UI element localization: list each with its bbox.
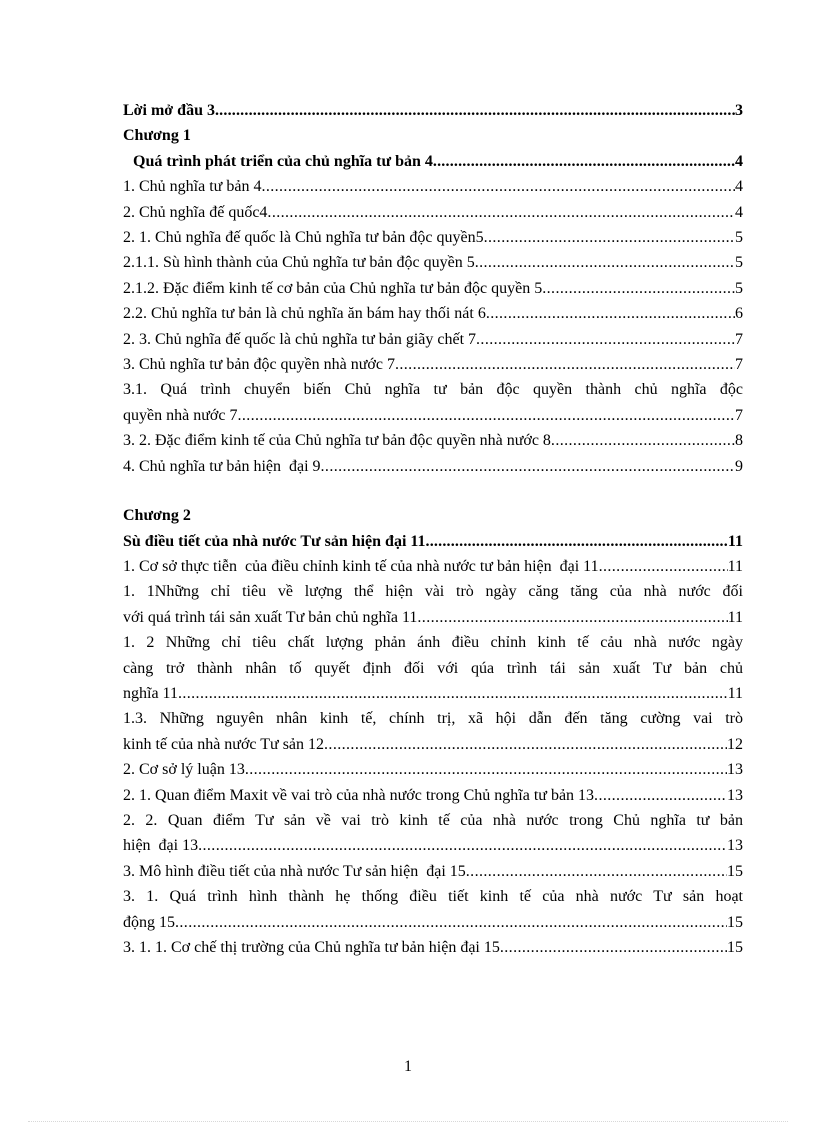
toc-entry[interactable]: [123, 301, 743, 326]
toc-leader-dots: [486, 301, 735, 326]
toc-entry-label: quyền nhà nước 7: [123, 406, 238, 424]
toc-entry[interactable]: [123, 403, 743, 428]
toc-page-number: 15: [727, 939, 743, 956]
toc-entry-label: nghĩa 11: [123, 684, 178, 702]
toc-leader-dots: [542, 276, 735, 301]
toc-entry-label: 4. Chủ nghĩa tư bản hiện đại 9: [123, 457, 321, 475]
toc-page-number: 3: [735, 102, 743, 119]
toc-entry[interactable]: [123, 200, 743, 225]
toc-page-number: 4: [735, 178, 743, 196]
toc-chapter-1-title[interactable]: [123, 149, 743, 174]
toc-entry-line[interactable]: 1. 2 Những chỉ tiêu chất lượng phản ánh điều chỉnh kinh tế cảu nhà nước ngày: [123, 634, 743, 652]
toc-leader-dots: [261, 174, 735, 199]
toc-page-number: 4: [735, 203, 743, 221]
toc-leader-dots: [551, 428, 735, 453]
toc-leader-dots: [245, 757, 727, 782]
toc-entry-label: hiện đại 13: [123, 837, 199, 855]
toc-entry[interactable]: [123, 859, 743, 884]
toc-leader-dots: [475, 250, 735, 275]
toc-leader-dots: [476, 327, 735, 352]
toc-entry[interactable]: [123, 554, 743, 579]
toc-leader-dots: [484, 225, 735, 250]
toc-entry-label: 3. Chủ nghĩa tư bản độc quyền nhà nước 7: [123, 356, 395, 374]
toc-entry-label: 3. Mô hình điều tiết của nhà nước Tư sản hiện đại 15: [123, 862, 466, 880]
toc-page-number: 7: [735, 356, 743, 374]
toc-entry[interactable]: [123, 732, 743, 757]
toc-leader-dots: [215, 98, 735, 123]
toc-chapter-2-title[interactable]: [123, 529, 743, 554]
toc-leader-dots: [433, 149, 735, 174]
toc-entry[interactable]: [123, 225, 743, 250]
toc-entry[interactable]: [123, 833, 743, 858]
toc-page-number: 9: [735, 457, 743, 475]
toc-entry-label: 2. Cơ sở lý luận 13: [123, 761, 245, 779]
toc-entry[interactable]: [123, 327, 743, 352]
toc-page-number: 13: [727, 786, 743, 804]
toc-entry-label: 3. 2. Đặc điểm kinh tế của Chủ nghĩa tư bản độc quyền nhà nước 8: [123, 432, 551, 450]
chapter-1-heading: Chương 1: [123, 127, 191, 145]
toc-entry-line[interactable]: 3. 1. Quá trình hình thành hẹ thống điều tiết kinh tế của nhà nước Tư sản hoạt: [123, 888, 743, 906]
toc-entry[interactable]: [123, 276, 743, 301]
toc-leader-dots: [599, 554, 728, 579]
table-of-contents: [123, 98, 743, 960]
toc-entry-label: 2. 1. Quan điểm Maxit về vai trò của nhà nước trong Chủ nghĩa tư bản 13: [123, 786, 595, 804]
toc-leader-dots: [198, 833, 727, 858]
toc-entry-label: Sù điều tiết của nhà nước Tư sản hiện đại 11: [123, 532, 426, 550]
toc-page-number: 11: [727, 608, 743, 626]
toc-page-number: 13: [727, 761, 743, 779]
toc-page-number: 15: [727, 862, 743, 880]
toc-entry[interactable]: [123, 605, 743, 630]
page-bottom-divider: [28, 1121, 788, 1122]
toc-leader-dots: [500, 935, 727, 960]
toc-page-number: 11: [727, 532, 743, 550]
toc-entry[interactable]: [123, 428, 743, 453]
toc-leader-dots: [395, 352, 735, 377]
toc-entry[interactable]: [123, 352, 743, 377]
toc-entry-label: 1. Cơ sở thực tiễn của điều chỉnh kinh tế của nhà nước tư bản hiện đại 11: [123, 557, 599, 575]
toc-page-number: 6: [735, 305, 743, 323]
toc-leader-dots: [417, 605, 727, 630]
toc-entry[interactable]: [123, 250, 743, 275]
toc-entry-intro[interactable]: [123, 98, 743, 123]
toc-entry-label: động 15: [123, 913, 175, 931]
toc-leader-dots: [426, 529, 728, 554]
toc-leader-dots: [321, 454, 735, 479]
toc-entry[interactable]: [123, 757, 743, 782]
toc-entry-label: với quá trình tái sản xuất Tư bản chủ nghĩa 11: [123, 608, 418, 626]
toc-leader-dots: [267, 200, 735, 225]
toc-entry[interactable]: [123, 910, 743, 935]
toc-entry-label: 3. 1. 1. Cơ chế thị trường của Chủ nghĩa tư bản hiện đại 15: [123, 939, 500, 956]
toc-leader-dots: [178, 681, 728, 706]
toc-entry-line[interactable]: 1. 1Những chỉ tiêu về lượng thể hiện vài trò ngày căng tăng của nhà nước đối: [123, 583, 743, 601]
toc-page-number: 4: [735, 152, 743, 170]
toc-entry-label: 2.2. Chủ nghĩa tư bản là chủ nghĩa ăn bám hay thối nát 6: [123, 305, 486, 323]
toc-entry-label: 2.1.1. Sù hình thành của Chủ nghĩa tư bản độc quyền 5: [123, 254, 475, 272]
toc-entry-label: kinh tế của nhà nước Tư sản 12: [123, 735, 325, 753]
toc-entry-label: 2.1.2. Đặc điểm kinh tế cơ bản của Chủ nghĩa tư bản độc quyền 5: [123, 279, 543, 297]
page-number: 1: [404, 1058, 412, 1075]
toc-entry-line[interactable]: càng trở thành nhân tố quyết định đối với qúa trình tái sản xuất Tư bản chủ: [123, 659, 743, 677]
toc-entry[interactable]: [123, 454, 743, 479]
toc-page-number: 12: [727, 735, 743, 753]
section-gap: [123, 479, 743, 503]
toc-entry[interactable]: [123, 174, 743, 199]
toc-page-number: 8: [735, 432, 743, 450]
toc-page-number: 11: [727, 684, 743, 702]
toc-entry-label: 2. 1. Chủ nghĩa đế quốc là Chủ nghĩa tư bản độc quyền5: [123, 229, 484, 247]
toc-entry[interactable]: [123, 783, 743, 808]
toc-page-number: 5: [735, 254, 743, 272]
toc-page-number: 13: [727, 837, 743, 855]
toc-page-number: 5: [735, 279, 743, 297]
toc-leader-dots: [237, 403, 735, 428]
toc-entry-label: 1. Chủ nghĩa tư bản 4: [123, 178, 262, 196]
toc-entry-line[interactable]: 2. 2. Quan điểm Tư sản về vai trò kinh tế của nhà nước trong Chủ nghĩa tư bản: [123, 811, 743, 829]
chapter-2-heading: Chương 2: [123, 507, 191, 525]
toc-entry-label: 2. 3. Chủ nghĩa đế quốc là chủ nghĩa tư bản giãy chết 7: [123, 330, 477, 348]
toc-entry-label: 2. Chủ nghĩa đế quốc4: [123, 203, 268, 221]
toc-page-number: 11: [727, 557, 743, 575]
toc-leader-dots: [594, 783, 727, 808]
toc-leader-dots: [324, 732, 727, 757]
toc-entry-line[interactable]: 3.1. Quá trình chuyển biến Chủ nghĩa tư bản độc quyền thành chủ nghĩa độc: [123, 381, 743, 399]
toc-page-number: 15: [727, 913, 743, 931]
toc-entry[interactable]: [123, 935, 743, 960]
toc-page-number: 7: [735, 406, 743, 424]
toc-leader-dots: [175, 910, 727, 935]
toc-page-number: 5: [735, 229, 743, 247]
toc-entry-label: Lời mở đầu 3: [123, 102, 215, 119]
toc-entry-line[interactable]: 1.3. Những nguyên nhân kinh tế, chính trị, xã hội dẫn đến tăng cường vai trò: [123, 710, 743, 728]
toc-page-number: 7: [735, 330, 743, 348]
toc-entry[interactable]: [123, 681, 743, 706]
toc-leader-dots: [466, 859, 727, 884]
toc-entry-label: Quá trình phát triển của chủ nghĩa tư bản 4: [133, 152, 433, 170]
